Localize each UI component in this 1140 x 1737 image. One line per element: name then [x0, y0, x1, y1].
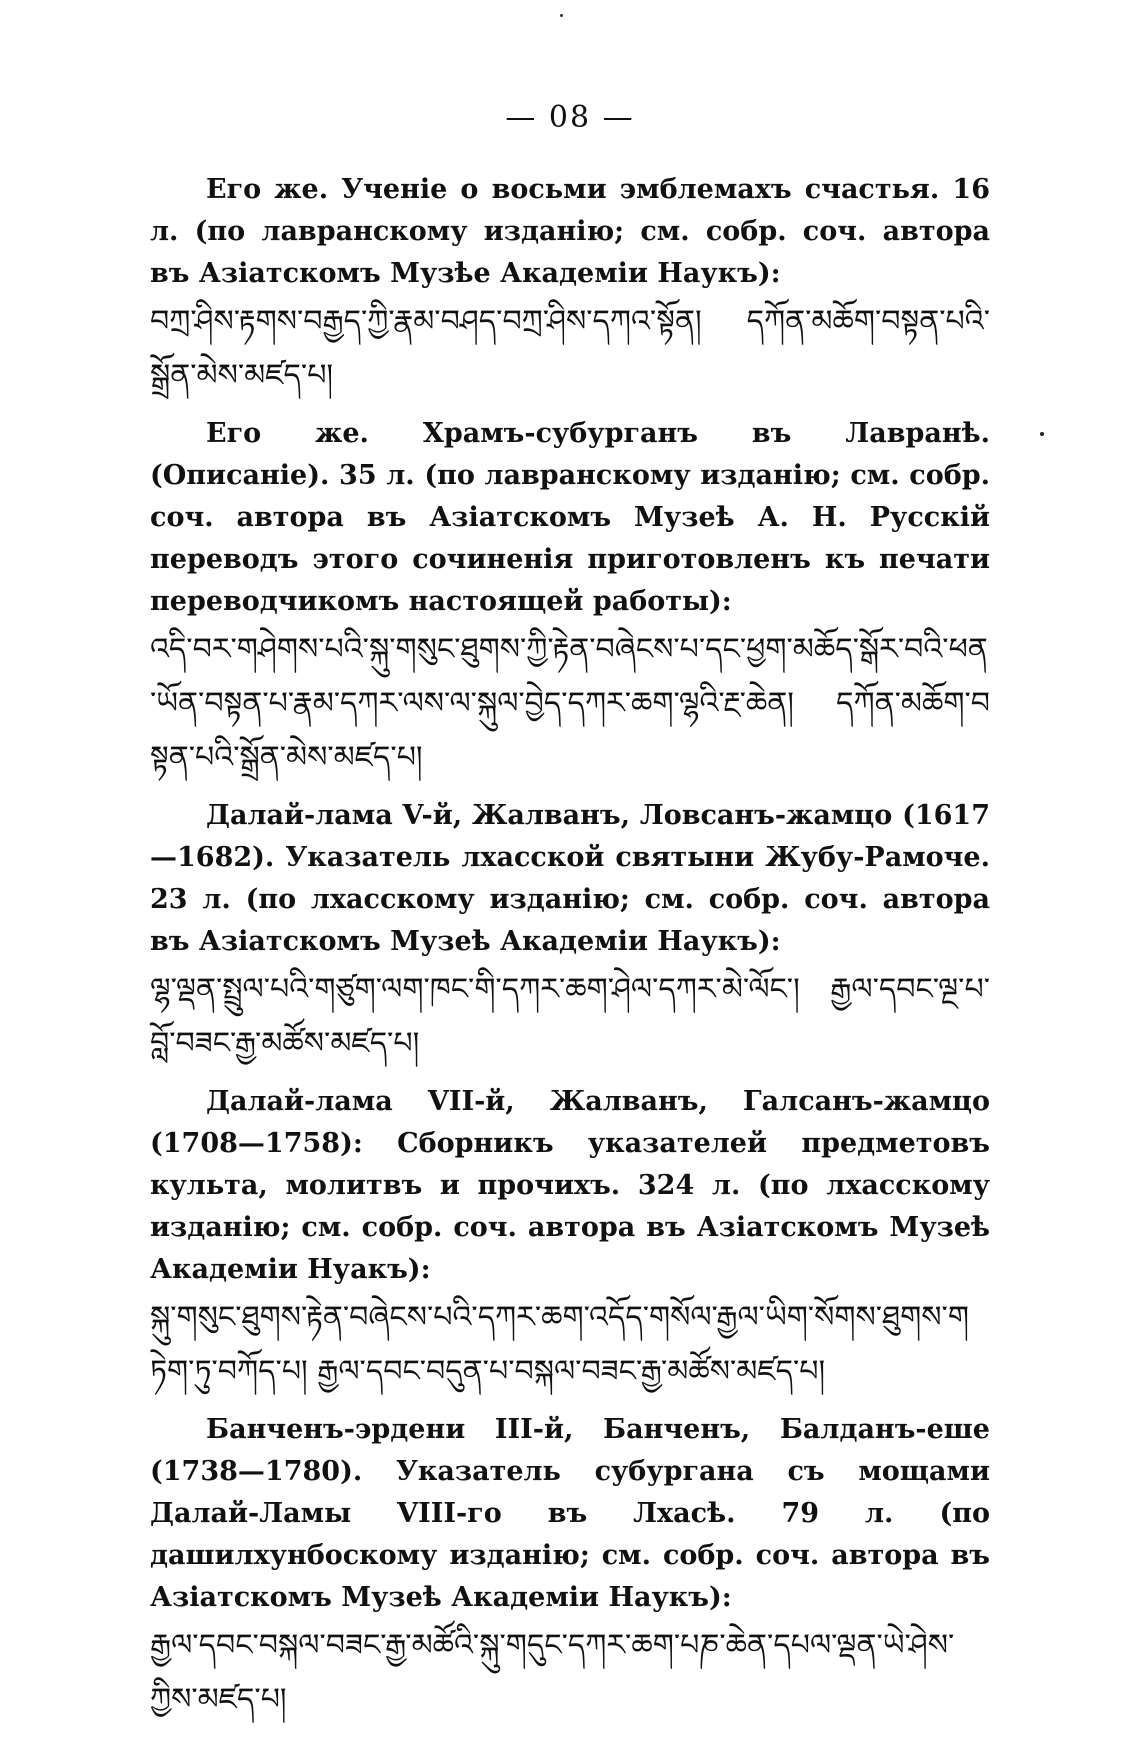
tibetan-title: རྒྱལ་དབང་བསྐལ་བཟང་རྒྱ་མཚོའི་སྐུ་གདུང་དཀར་ཆག་པཎ་ཆེན་དཔལ་ལྡན་ཡེ་ཤེས་ཀྱིས་མཛད་པ། — [150, 1628, 955, 1717]
print-speck — [560, 14, 563, 17]
entry-description: Далай-лама VII-й, Жалванъ, Галсанъ-жамцо (1708—1758): Сборникъ указателей предметовъ культа, молитвъ и прочихъ. 324 л. (по лхасскому изданію; см. собр. соч. автора въ Азіатскомъ Музеѣ Академіи Нуакъ): — [150, 1086, 990, 1285]
bibliography-entry — [150, 1409, 990, 1727]
tibetan-title: སྐུ་གསུང་ཐུགས་རྟེན་བཞེངས་པའི་དཀར་ཆག་འདོད་གསོལ་རྒྱལ་ཡིག་སོགས་ཐུགས་གཏེག་ཏུ་བཀོད་པ། རྒྱལ་དབང་བདུན་པ་བསྐལ་བཟང་རྒྱ་མཚོས་མཛད་པ། — [150, 1300, 969, 1389]
tibetan-title: འདི་བར་གཤེགས་པའི་སྐུ་གསུང་ཐུགས་ཀྱི་རྟེན་བཞེངས་པ་དང་ཕྱག་མཆོད་སྒོར་བའི་ཕན་ཡོན་བསྟན་པ་རྣམ་དཀར་ལས་ལ་སྐུལ་བྱེད་དཀར་ཆག་ལྷའི་རྔ་ཆེན། དཀོན་མཆོག་བསྟན་པའི་སྒྲོན་མེས་མཛད་པ། — [150, 632, 990, 775]
tibetan-title: བཀྲ་ཤིས་རྟགས་བརྒྱད་ཀྱི་རྣམ་བཤད་བཀྲ་ཤིས་དཀའ་སྟོན། དཀོན་མཆོག་བསྟན་པའི་སྒྲོན་མེས་མཛད་པ། — [150, 304, 990, 393]
book-page — [150, 100, 990, 1737]
bibliography-entry — [150, 795, 990, 1071]
bibliography-entry — [150, 1081, 990, 1399]
page-number: — 08 — — [505, 100, 635, 135]
entry-description: Далай-лама V-й, Жалванъ, Ловсанъ-жамцо (1617—1682). Указатель лхасской святыни Жубу-Рамоче. 23 л. (по лхасскому изданію; см. собр. соч. автора въ Азіатскомъ Музеѣ Академіи Наукъ): — [150, 800, 990, 957]
entry-description: Банченъ-эрдени III-й, Банченъ, Балданъ-еше (1738—1780). Указатель субургана съ мощами Далай-Ламы VIII-го въ Лхасѣ. 79 л. (по дашилхунбоскому изданію; см. собр. соч. автора въ Азіатскомъ Музеѣ Академіи Наукъ): — [150, 1414, 990, 1613]
bibliography-entry — [150, 169, 990, 403]
tibetan-title: ལྷ་ལྡན་སྤྲུལ་པའི་གཙུག་ལག་ཁང་གི་དཀར་ཆག་ཤེལ་དཀར་མེ་ལོང་། རྒྱལ་དབང་ལྔ་པ་བློ་བཟང་རྒྱ་མཚོས་མཛད་པ། — [150, 972, 990, 1061]
print-speck — [1040, 432, 1044, 436]
entry-description: Его же. Храмъ-субурганъ въ Лавранѣ. (Описаніе). 35 л. (по лавранскому изданію; см. собр. соч. автора въ Азіатскомъ Музеѣ А. Н. Русскій переводъ этого сочиненія приготовленъ къ печати переводчикомъ настоящей работы): — [150, 418, 990, 617]
entry-description: Его же. Ученіе о восьми эмблемахъ счастья. 16 л. (по лавранскому изданію; см. собр. соч. автора въ Азіатскомъ Музѣе Академіи Наукъ): — [150, 174, 990, 289]
bibliography-entry — [150, 413, 990, 785]
